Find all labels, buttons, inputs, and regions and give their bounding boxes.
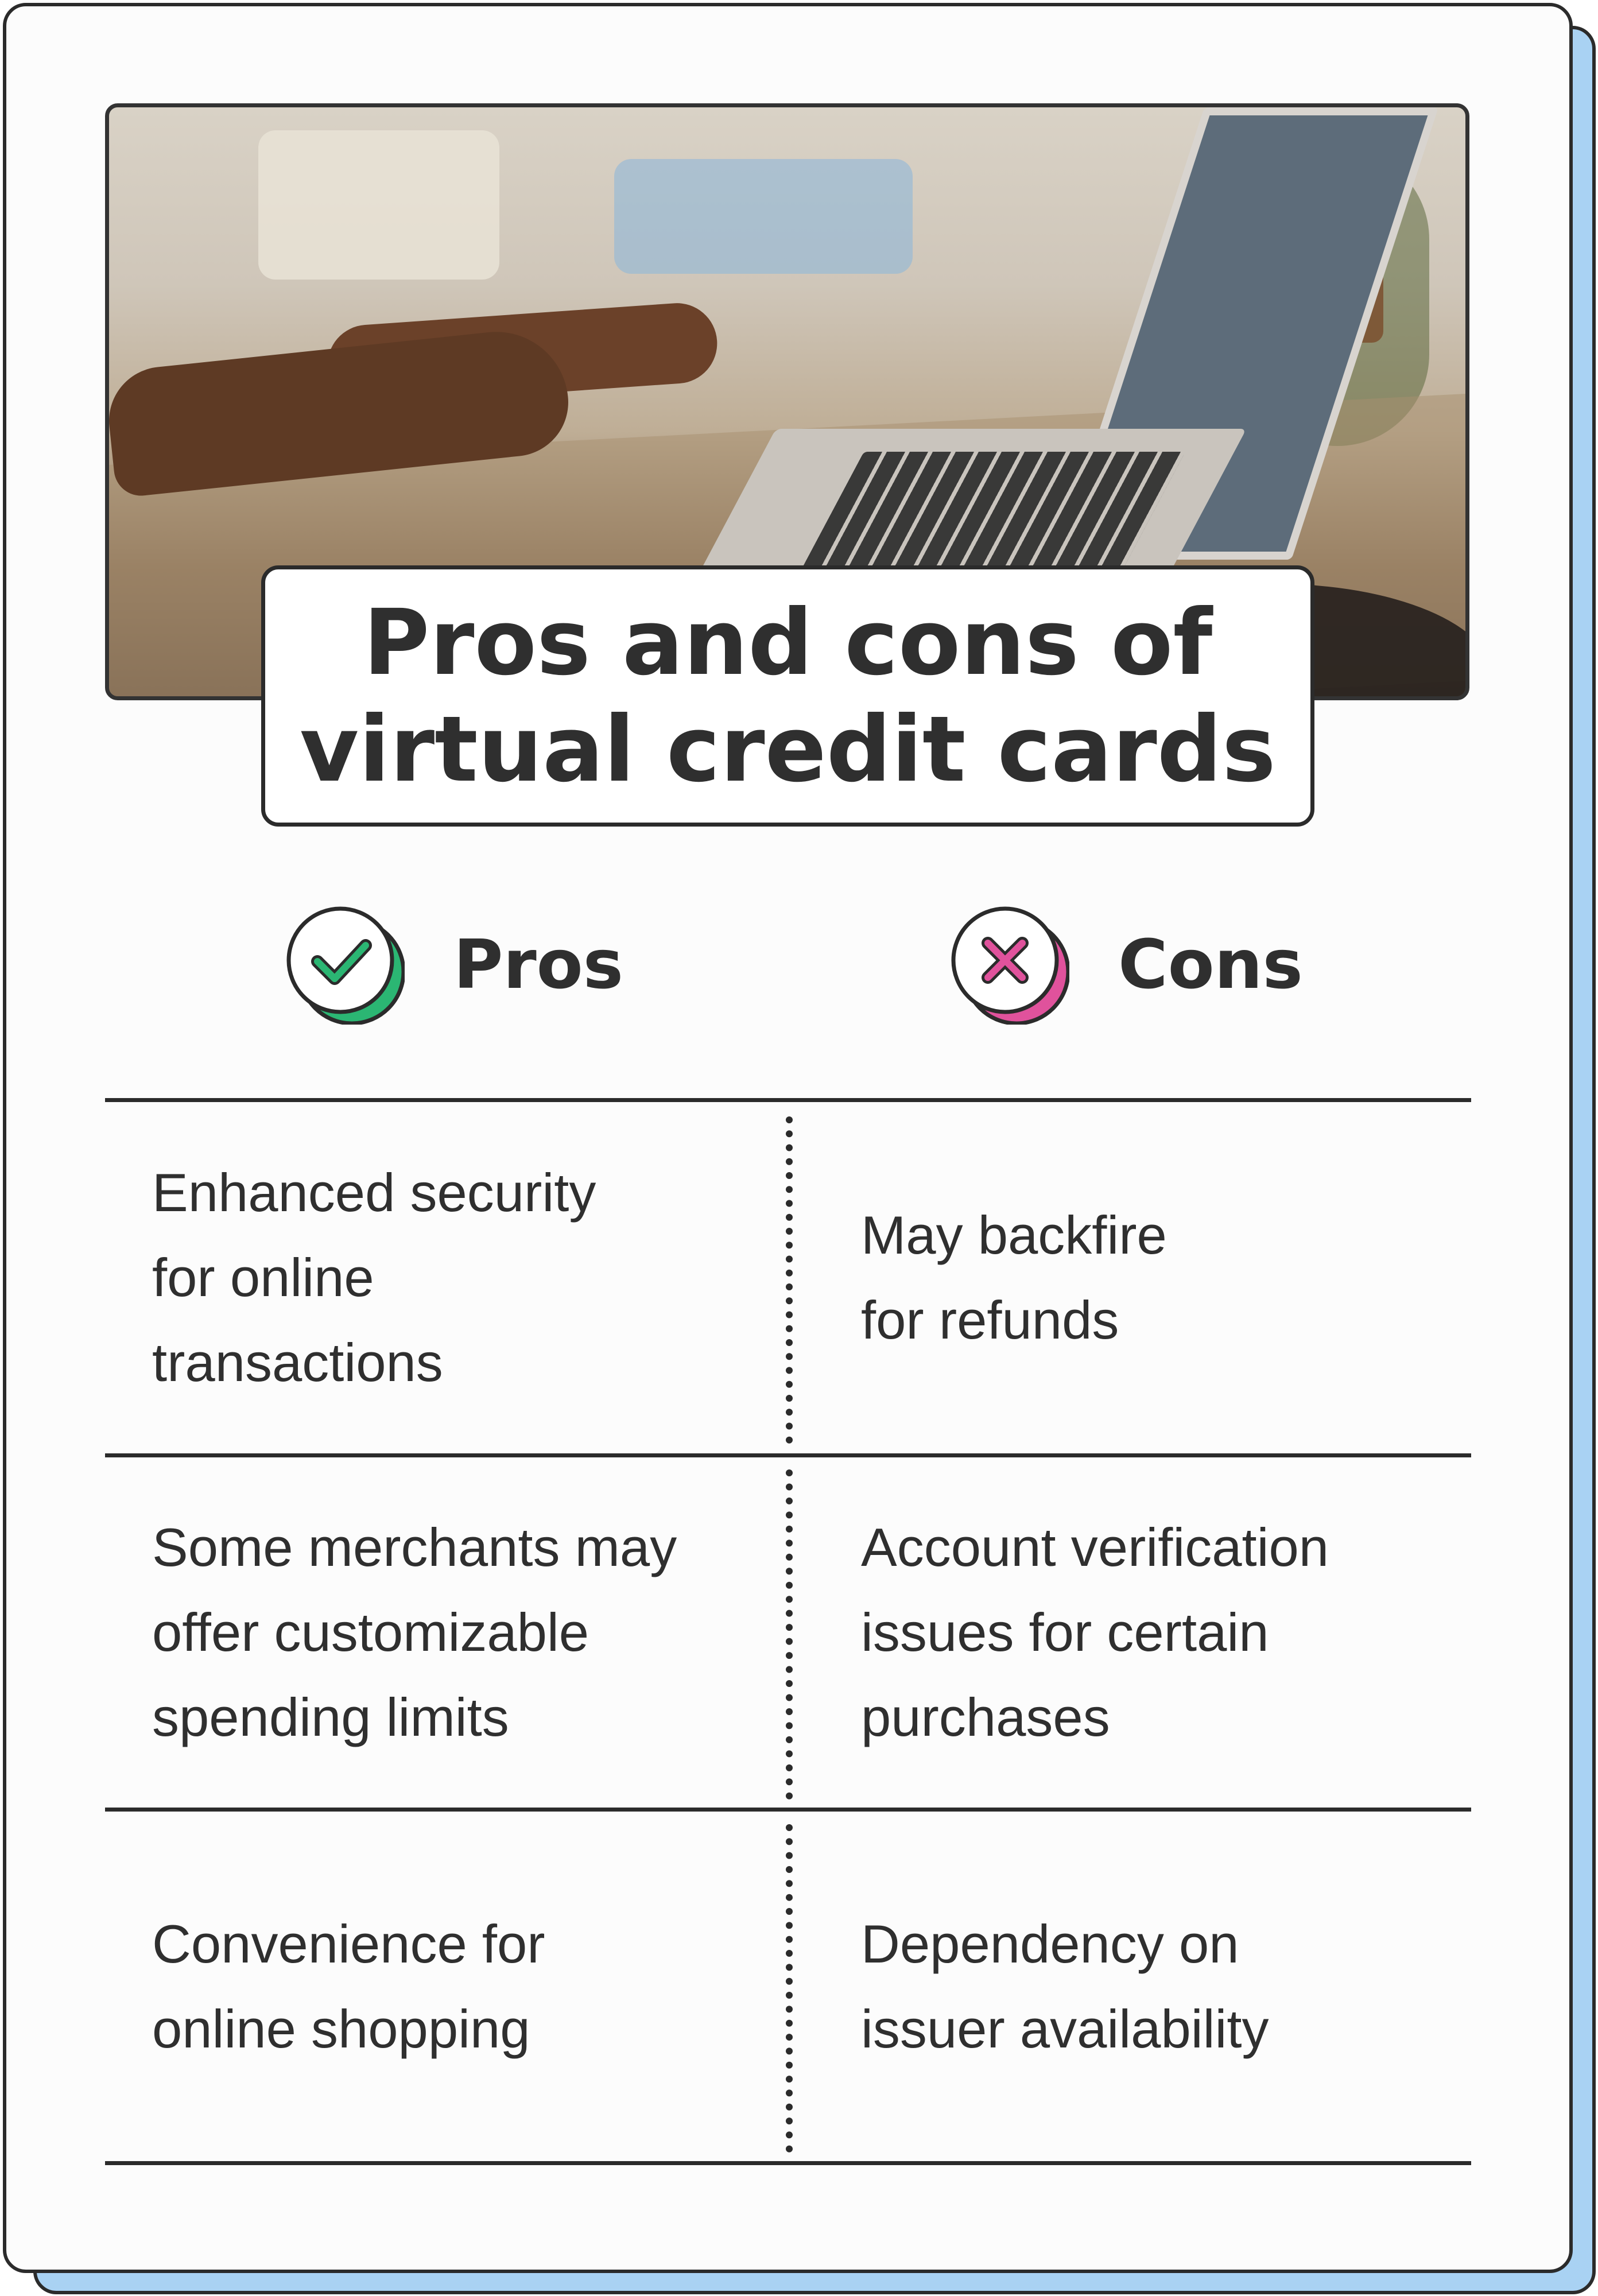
column-separator (786, 1824, 793, 2152)
con-text-line: purchases (861, 1687, 1110, 1747)
table-divider (105, 1808, 1471, 1812)
con-text-line: issuer availability (861, 1998, 1269, 2059)
cons-label: Cons (1118, 925, 1303, 1004)
cons-header (949, 901, 1303, 1027)
pro-text-line: for online (152, 1247, 374, 1308)
table-divider (105, 1098, 1471, 1102)
con-text-line: May backfire (861, 1205, 1167, 1265)
x-icon (949, 904, 1069, 1025)
column-separator (786, 1116, 793, 1444)
con-text-line: Dependency on (861, 1913, 1239, 1974)
pro-text-line: online shopping (152, 1998, 530, 2059)
con-text-line: for refunds (861, 1290, 1119, 1350)
column-separator (786, 1469, 793, 1799)
pro-text-line: Enhanced security (152, 1162, 596, 1223)
pros-header (284, 901, 623, 1027)
pro-item (152, 1457, 761, 1808)
page-title-line-1: Pros and cons of (363, 589, 1213, 696)
con-item (861, 1102, 1446, 1453)
pro-text-line: Some merchants may (152, 1517, 677, 1577)
table-divider (105, 2161, 1471, 2165)
con-item (861, 1812, 1446, 2161)
pro-text-line: Convenience for (152, 1913, 545, 1974)
pros-label: Pros (453, 925, 623, 1004)
table-divider (105, 1453, 1471, 1457)
pro-text-line: offer customizable (152, 1602, 589, 1662)
con-item (861, 1457, 1446, 1808)
page-title-line-2: virtual credit cards (300, 696, 1276, 802)
con-text-line: issues for certain (861, 1602, 1269, 1662)
title-box (261, 565, 1314, 827)
pro-item (152, 1102, 761, 1453)
con-text-line: Account verification (861, 1517, 1329, 1577)
pro-text-line: transactions (152, 1332, 443, 1393)
pro-text-line: spending limits (152, 1687, 509, 1747)
pro-item (152, 1812, 761, 2161)
check-icon (284, 904, 405, 1025)
